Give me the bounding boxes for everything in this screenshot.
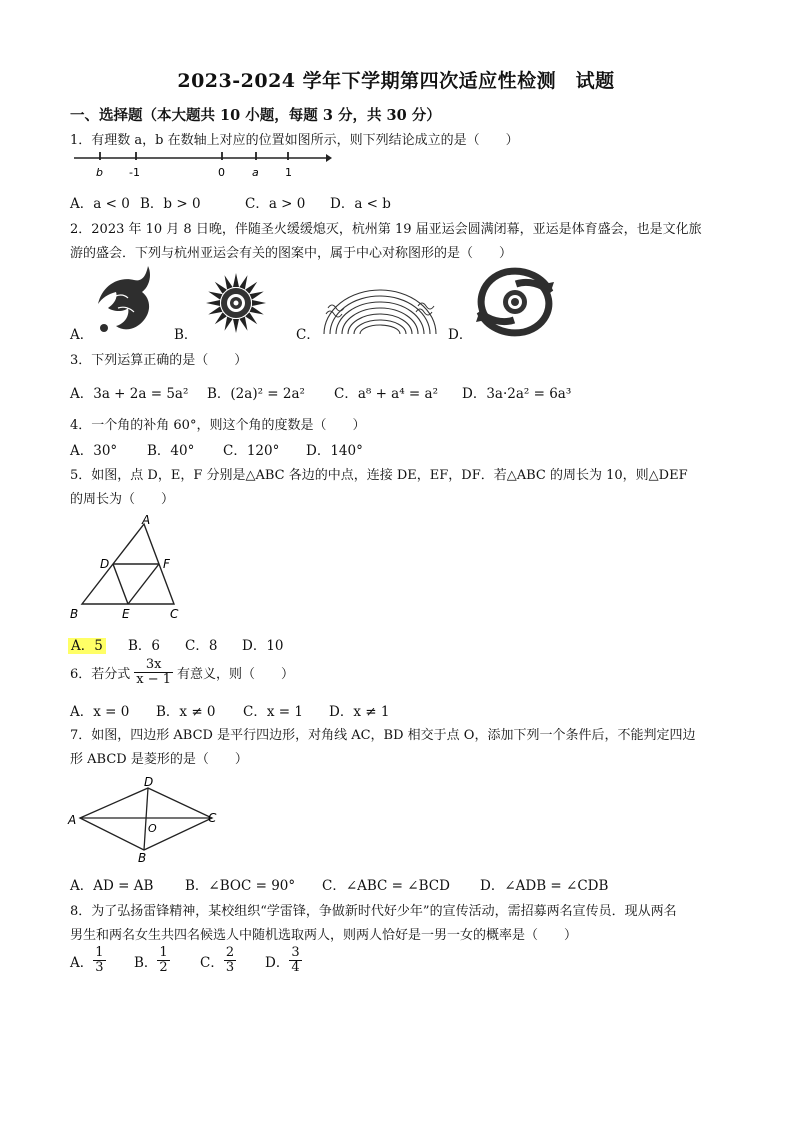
dolphin-emblem-icon (90, 262, 160, 338)
q3-option-a: A．3a + 2a = 5a² (70, 386, 189, 402)
question-7-line2: 形 ABCD 是菱形的是（ ） (70, 752, 248, 767)
q7-option-b: B．∠BOC = 90° (185, 878, 296, 894)
swirl-fish-emblem-icon (470, 264, 560, 340)
q5-option-b: B．6 (128, 638, 161, 654)
question-5-line1: 5．如图，点 D，E，F 分别是△ABC 各边的中点，连接 DE，EF，DF．若△ABC 的周长为 10，则△DEF (70, 468, 688, 483)
q8-option-d-label: D． (265, 954, 290, 971)
q8-option-d (265, 946, 302, 976)
q8-option-a (70, 946, 106, 976)
q6-option-a: A．x = 0 (70, 704, 130, 720)
q6-denominator: x − 1 (136, 672, 172, 688)
q8-option-d-numerator: 3 (291, 945, 300, 960)
number-line-figure (70, 148, 332, 180)
question-7-line1: 7．如图，四边形 ABCD 是平行四边形，对角线 AC，BD 相交于点 O，添加下列一个条件后，不能判定四边 (70, 728, 696, 743)
q6-numerator: 3x (134, 658, 173, 673)
q4-option-b: B．40° (147, 443, 195, 459)
q8-option-c (200, 946, 236, 976)
q1-option-a: A．a < 0 (70, 196, 130, 212)
q8-option-c-denominator: 3 (225, 960, 235, 976)
q2-option-a: A． (70, 327, 94, 343)
q6-option-b: B．x ≠ 0 (156, 704, 216, 720)
q3-option-d: D．3a·2a² = 6a³ (462, 386, 572, 402)
q2-option-c: C． (296, 327, 320, 343)
q5-option-a-highlighted: A．5 (68, 638, 106, 654)
vertex-label-a: A (142, 513, 151, 527)
q4-option-c: C．120° (223, 443, 280, 459)
vertex-label-c: C (208, 811, 217, 825)
vertex-label-d: D (144, 775, 154, 789)
vertex-label-a: A (68, 813, 77, 827)
q2-option-b: B． (174, 327, 198, 343)
q4-option-d: D．140° (306, 443, 363, 459)
q8-option-b-denominator: 2 (159, 960, 168, 976)
axis-label-neg1: -1 (129, 166, 140, 179)
axis-label-0: 0 (218, 166, 225, 179)
q5-option-d: D．10 (242, 638, 284, 654)
question-1-text: 1．有理数 a，b 在数轴上对应的位置如图所示，则下列结论成立的是（ ） (70, 133, 519, 148)
q8-option-d-denominator: 4 (291, 960, 300, 976)
q8-option-b (134, 946, 170, 976)
vertex-label-c: C (170, 607, 179, 621)
q6-fraction (134, 658, 173, 688)
q8-option-c-label: C． (200, 954, 224, 971)
q3-option-b: B．(2a)² = 2a² (207, 386, 305, 402)
vertex-label-b: B (70, 607, 79, 621)
question-3-text: 3．下列运算正确的是（ ） (70, 353, 248, 368)
axis-label-1: 1 (285, 166, 292, 179)
q8-option-b-numerator: 1 (159, 945, 168, 960)
q8-option-c-numerator: 2 (225, 945, 235, 960)
q6-option-d: D．x ≠ 1 (329, 704, 390, 720)
q8-option-a-denominator: 3 (95, 960, 104, 976)
q7-option-d: D．∠ADB = ∠CDB (480, 878, 609, 894)
q2-option-d: D． (448, 327, 473, 343)
question-2-line1: 2．2023 年 10 月 8 日晚，伴随圣火缓缓熄灭，杭州第 19 届亚运会圆满闭幕，亚运是体育盛会，也是文化旅 (70, 222, 702, 237)
section-heading: 一、选择题（本大题共 10 小题，每题 3 分，共 30 分） (70, 107, 441, 124)
question-6-text (70, 658, 294, 688)
question-5-line2: 的周长为（ ） (70, 492, 175, 507)
center-label-o: O (148, 822, 157, 835)
q4-option-a: A．30° (70, 443, 118, 459)
q3-option-c: C．a⁸ + a⁴ = a² (334, 386, 438, 402)
vertex-label-b: B (138, 851, 147, 865)
q8-option-a-numerator: 1 (95, 945, 104, 960)
axis-label-a: a (252, 166, 259, 179)
q7-option-c: C．∠ABC = ∠BCD (322, 878, 450, 894)
question-4-text: 4．一个角的补角 60°，则这个角的度数是（ ） (70, 418, 366, 433)
question-8-line2: 男生和两名女生共四名候选人中随机选取两人，则两人恰好是一男一女的概率是（ ） (70, 928, 578, 943)
q6-option-c: C．x = 1 (243, 704, 303, 720)
vertex-label-f: F (163, 557, 170, 571)
q8-option-a-label: A． (70, 954, 94, 971)
q1-option-b: B．b > 0 (140, 196, 201, 212)
sun-emblem-icon (196, 270, 276, 338)
rhombus-figure (62, 770, 232, 866)
q1-option-c: C．a > 0 (245, 196, 306, 212)
q6-prefix: 6．若分式 (70, 667, 131, 683)
rainbow-arc-emblem-icon (318, 286, 442, 338)
triangle-midpoints-figure (66, 512, 192, 626)
axis-label-b: b (96, 166, 103, 179)
q6-suffix: 有意义，则（ ） (177, 667, 295, 683)
q1-option-d: D．a < b (330, 196, 391, 212)
page-title: 2023-2024 学年下学期第四次适应性检测 试题 (177, 70, 615, 92)
question-8-line1: 8．为了弘扬雷锋精神，某校组织“学雷锋，争做新时代好少年”的宣传活动，需招募两名宣传员．现从两名 (70, 904, 677, 919)
q7-option-a: A．AD = AB (70, 878, 154, 894)
question-2-line2: 游的盛会．下列与杭州亚运会有关的图案中，属于中心对称图形的是（ ） (70, 246, 513, 261)
vertex-label-e: E (122, 607, 130, 621)
q8-option-b-label: B． (134, 954, 158, 971)
q5-option-c: C．8 (185, 638, 218, 654)
vertex-label-d: D (100, 557, 110, 571)
